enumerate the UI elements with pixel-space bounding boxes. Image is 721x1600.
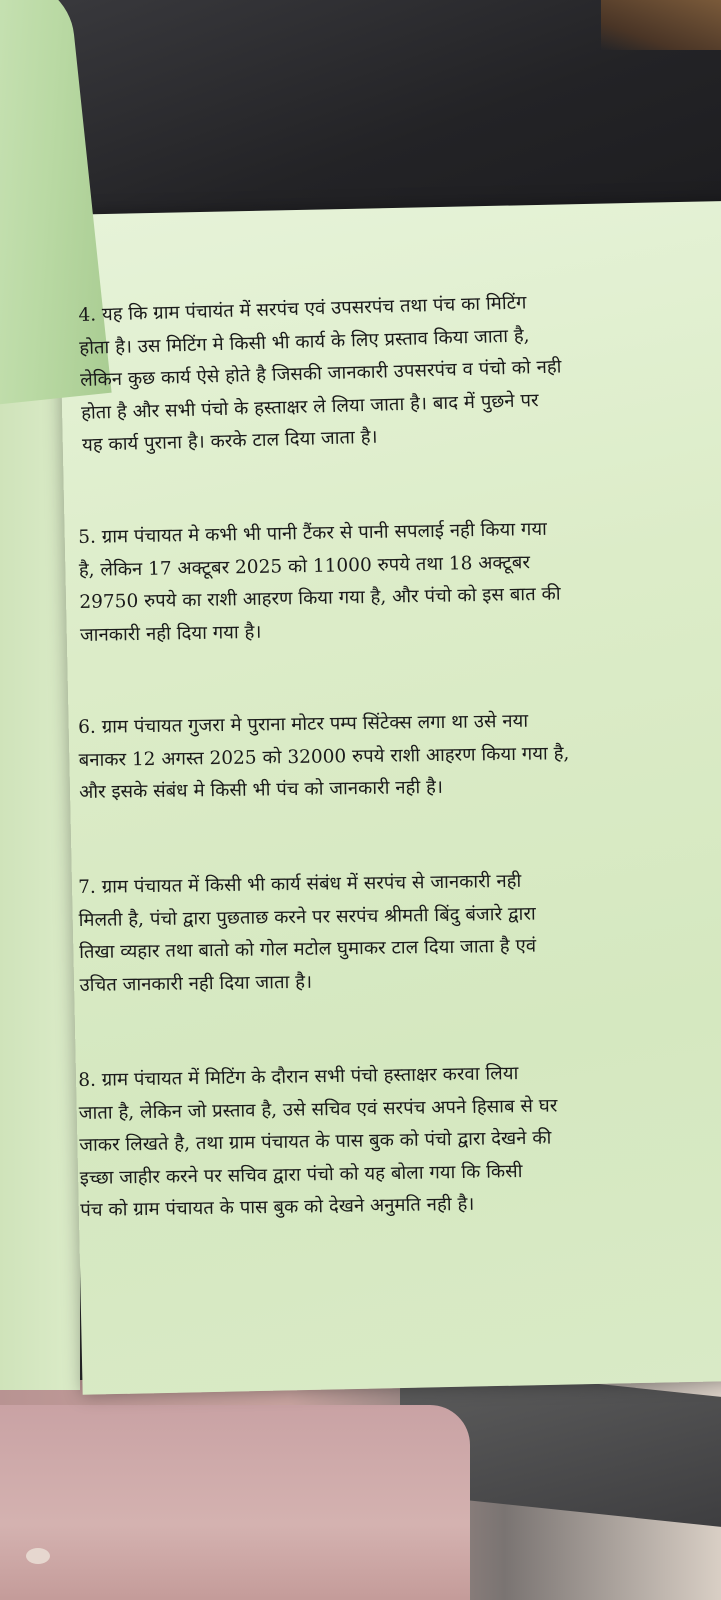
paragraph-line: है, लेकिन 17 अक्टूबर 2025 को 11000 रुपये तथा 18 अक्टूबर xyxy=(78,551,531,581)
pink-shirt-sleeve xyxy=(0,1405,470,1600)
paragraph-line: 29750 रुपये का राशी आहरण किया गया है, और पंचो को इस बात की xyxy=(79,583,561,613)
paragraph-line: 5. ग्राम पंचायत मे कभी भी पानी टैंकर से पानी सपलाई नही किया गया xyxy=(78,518,548,548)
paragraph-line: 8. ग्राम पंचायत में मिटिंग के दौरान सभी पंचो हस्ताक्षर करवा लिया xyxy=(78,1063,519,1091)
paragraph-line: होता है। उस मिटिंग मे किसी भी कार्य के लिए प्रस्ताव किया जाता है, xyxy=(79,324,530,359)
paragraph-line: होता है और सभी पंचो के हस्ताक्षर ले लिया जाता है। बाद में पुछने पर xyxy=(80,389,539,424)
paragraph-line: उचित जानकारी नही दिया जाता है। xyxy=(79,971,313,996)
paragraph-line: जाता है, लेकिन जो प्रस्ताव है, उसे सचिव एवं सरपंच अपने हिसाब से घर xyxy=(78,1094,558,1124)
paragraph-line: पंच को ग्राम पंचायत के पास बुक को देखने अनुमति नही है। xyxy=(80,1193,475,1221)
paragraph-line: बनाकर 12 अगस्त 2025 को 32000 रुपये राशी आहरण किया गया है, xyxy=(78,742,570,771)
paragraph-line: और इसके संबंध मे किसी भी पंच को जानकारी नही है। xyxy=(78,776,444,803)
paragraph-line: मिलती है, पंचो द्वारा पुछताछ करने पर सरपंच श्रीमती बिंदु बंजारे द्वारा xyxy=(78,903,536,931)
paragraph-4 xyxy=(78,287,564,463)
paragraph-line: यह कार्य पुराना है। करके टाल दिया जाता है। xyxy=(81,426,378,456)
paragraph-7 xyxy=(78,866,537,1002)
paragraph-line: तिखा व्यहार तथा बातो को गोल मटोल घुमाकर टाल दिया जाता है एवं xyxy=(78,935,537,963)
paragraph-5 xyxy=(78,514,561,652)
paragraph-6 xyxy=(78,705,570,809)
wood-surface xyxy=(601,0,721,50)
paragraph-8 xyxy=(78,1057,559,1227)
paragraph-line: जानकारी नही दिया गया है। xyxy=(79,621,262,646)
shirt-button xyxy=(26,1548,50,1564)
paragraph-line: 6. ग्राम पंचायत गुजरा मे पुराना मोटर पम्प सिंटेक्स लगा था उसे नया xyxy=(78,710,529,738)
paragraph-line: इच्छा जाहीर करने पर सचिव द्वारा पंचो को यह बोला गया कि किसी xyxy=(79,1160,523,1189)
paragraph-line: जाकर लिखते है, तथा ग्राम पंचायत के पास बुक को पंचो द्वारा देखने की xyxy=(79,1127,552,1156)
paragraph-line: 4. यह कि ग्राम पंचायंत में सरपंच एवं उपसरपंच तथा पंच का मिटिंग xyxy=(78,292,527,326)
paragraph-line: 7. ग्राम पंचायत में किसी भी कार्य संबंध में सरपंच से जानकारी नही xyxy=(78,870,522,898)
paragraph-line: लेकिन कुछ कार्य ऐसे होते है जिसकी जानकारी उपसरपंच व पंचो को नही xyxy=(79,356,562,391)
